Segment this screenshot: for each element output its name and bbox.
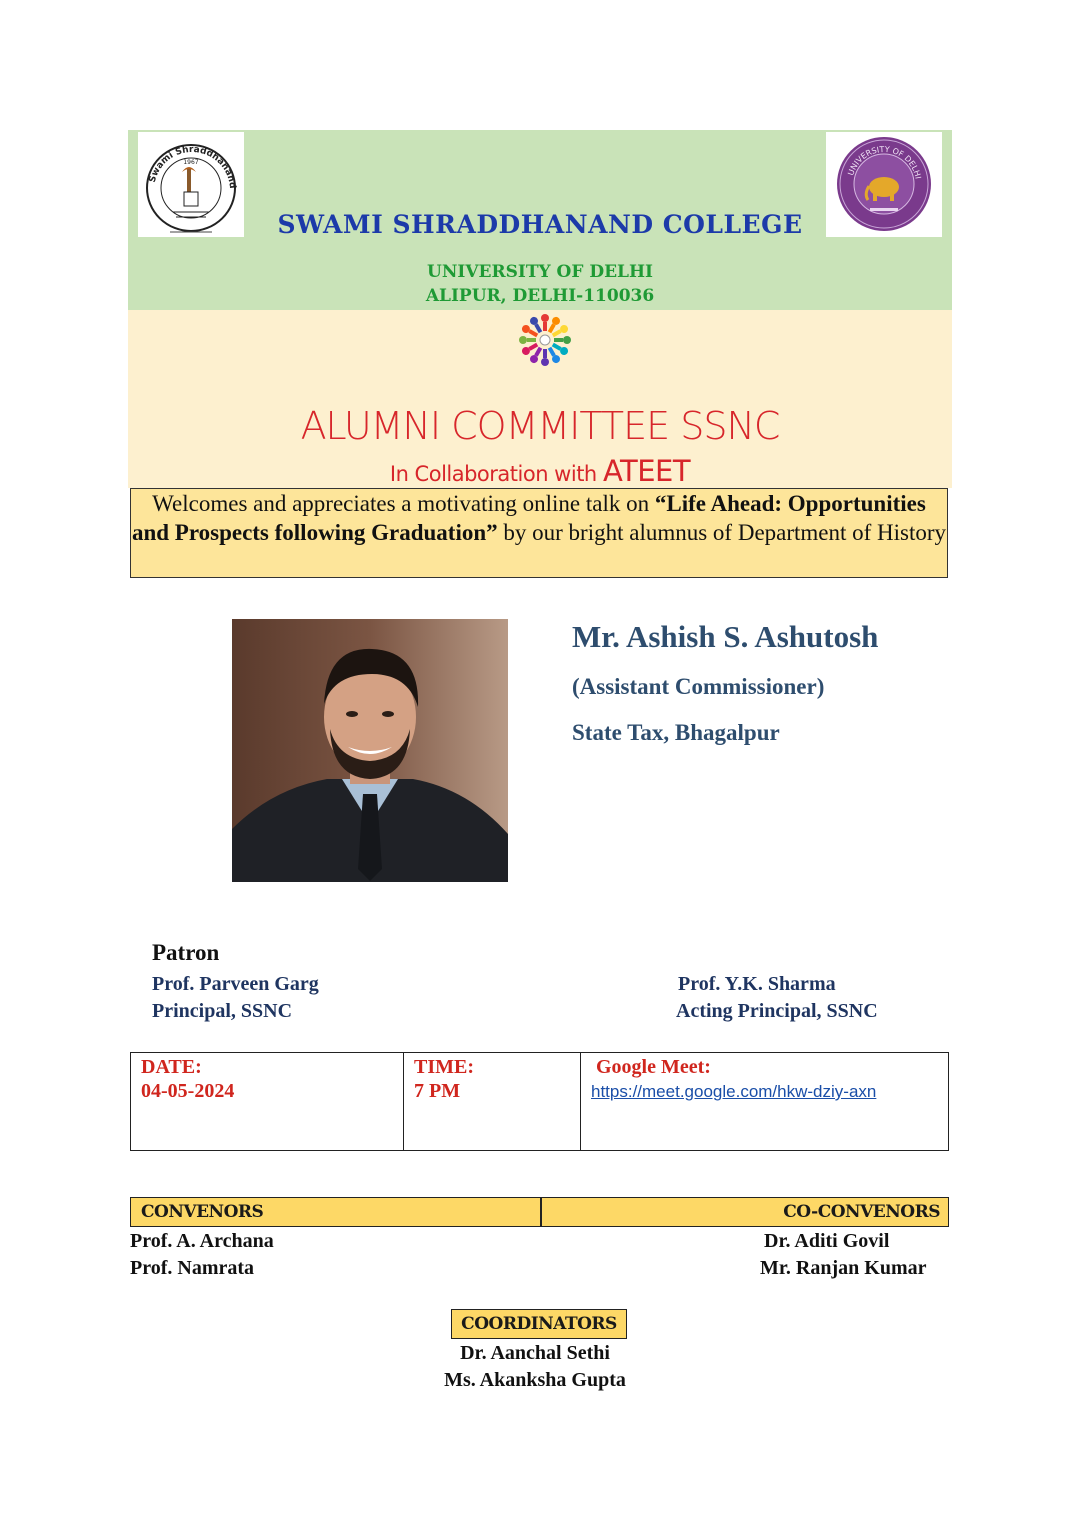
talk-topic: “Life Ahead: Opportunities and Prospects following Graduation” xyxy=(131,491,926,545)
date-label: DATE: xyxy=(141,1056,202,1078)
convenor-name: Prof. A. Archana xyxy=(130,1230,274,1252)
convenors-list xyxy=(130,1228,274,1282)
alumni-logo xyxy=(515,311,575,369)
patron-primary xyxy=(152,971,319,1025)
svg-text:Swami Shraddhanand College: Swami Shraddhanand xyxy=(147,144,238,190)
people-ring-icon xyxy=(515,311,575,369)
speaker-name: Mr. Ashish S. Ashutosh xyxy=(572,619,879,654)
committee-title: ALUMNI COMMITTEE SSNC xyxy=(300,404,780,448)
coordinator-name: Ms. Akanksha Gupta xyxy=(444,1369,626,1391)
speaker-organization: State Tax, Bhagalpur xyxy=(572,720,780,745)
patron-secondary xyxy=(676,971,878,1025)
university-name: UNIVERSITY OF DELHI xyxy=(427,262,653,282)
college-name: SWAMI SHRADDHANAND COLLEGE xyxy=(277,210,803,239)
college-address: ALIPUR, DELHI-110036 xyxy=(425,286,655,306)
coordinators-heading: COORDINATORS xyxy=(451,1309,627,1339)
speaker-photo xyxy=(232,619,508,882)
time-value: 7 PM xyxy=(414,1080,461,1102)
svg-text:UNIVERSITY OF DELHI: UNIVERSITY OF DELHI xyxy=(846,144,923,180)
co-convenors-list xyxy=(760,1228,926,1282)
google-meet-link[interactable]: https://meet.google.com/hkw-dziy-axn xyxy=(591,1082,877,1101)
time-label: TIME: xyxy=(414,1056,474,1078)
event-details-table xyxy=(130,1052,949,1151)
welcome-text-end: by our bright alumnus of Department of History xyxy=(497,520,947,545)
date-value: 04-05-2024 xyxy=(141,1080,235,1102)
patron-primary-name: Prof. Parveen Garg xyxy=(152,973,319,995)
co-convenor-name: Dr. Aditi Govil xyxy=(764,1230,890,1252)
convenor-name: Prof. Namrata xyxy=(130,1257,255,1279)
collab-prefix: In Collaboration with xyxy=(389,462,597,486)
patron-heading: Patron xyxy=(152,940,220,965)
collab-partner: ATEET xyxy=(602,454,691,488)
welcome-box xyxy=(130,488,948,578)
patron-secondary-name: Prof. Y.K. Sharma xyxy=(678,973,836,995)
divider xyxy=(540,1198,542,1226)
speaker-portrait-icon xyxy=(232,619,508,882)
date-cell xyxy=(131,1053,404,1150)
patron-primary-title: Principal, SSNC xyxy=(152,1000,293,1022)
co-convenors-heading: CO-CONVENORS xyxy=(783,1202,940,1222)
co-convenor-name: Mr. Ranjan Kumar xyxy=(760,1257,927,1279)
coordinator-name: Dr. Aanchal Sethi xyxy=(460,1342,610,1364)
coordinators-list xyxy=(380,1340,690,1394)
collaboration-line xyxy=(128,454,952,488)
meet-cell xyxy=(581,1053,948,1150)
svg-text:1967: 1967 xyxy=(183,159,199,166)
convenors-heading: CONVENORS xyxy=(141,1202,264,1222)
speaker-role: (Assistant Commissioner) xyxy=(572,674,825,699)
patron-secondary-title: Acting Principal, SSNC xyxy=(676,1000,878,1022)
convenors-header-bar xyxy=(130,1197,949,1227)
meet-label: Google Meet: xyxy=(596,1056,711,1078)
time-cell xyxy=(404,1053,581,1150)
welcome-text-start: Welcomes and appreciates a motivating online talk on xyxy=(152,491,655,516)
